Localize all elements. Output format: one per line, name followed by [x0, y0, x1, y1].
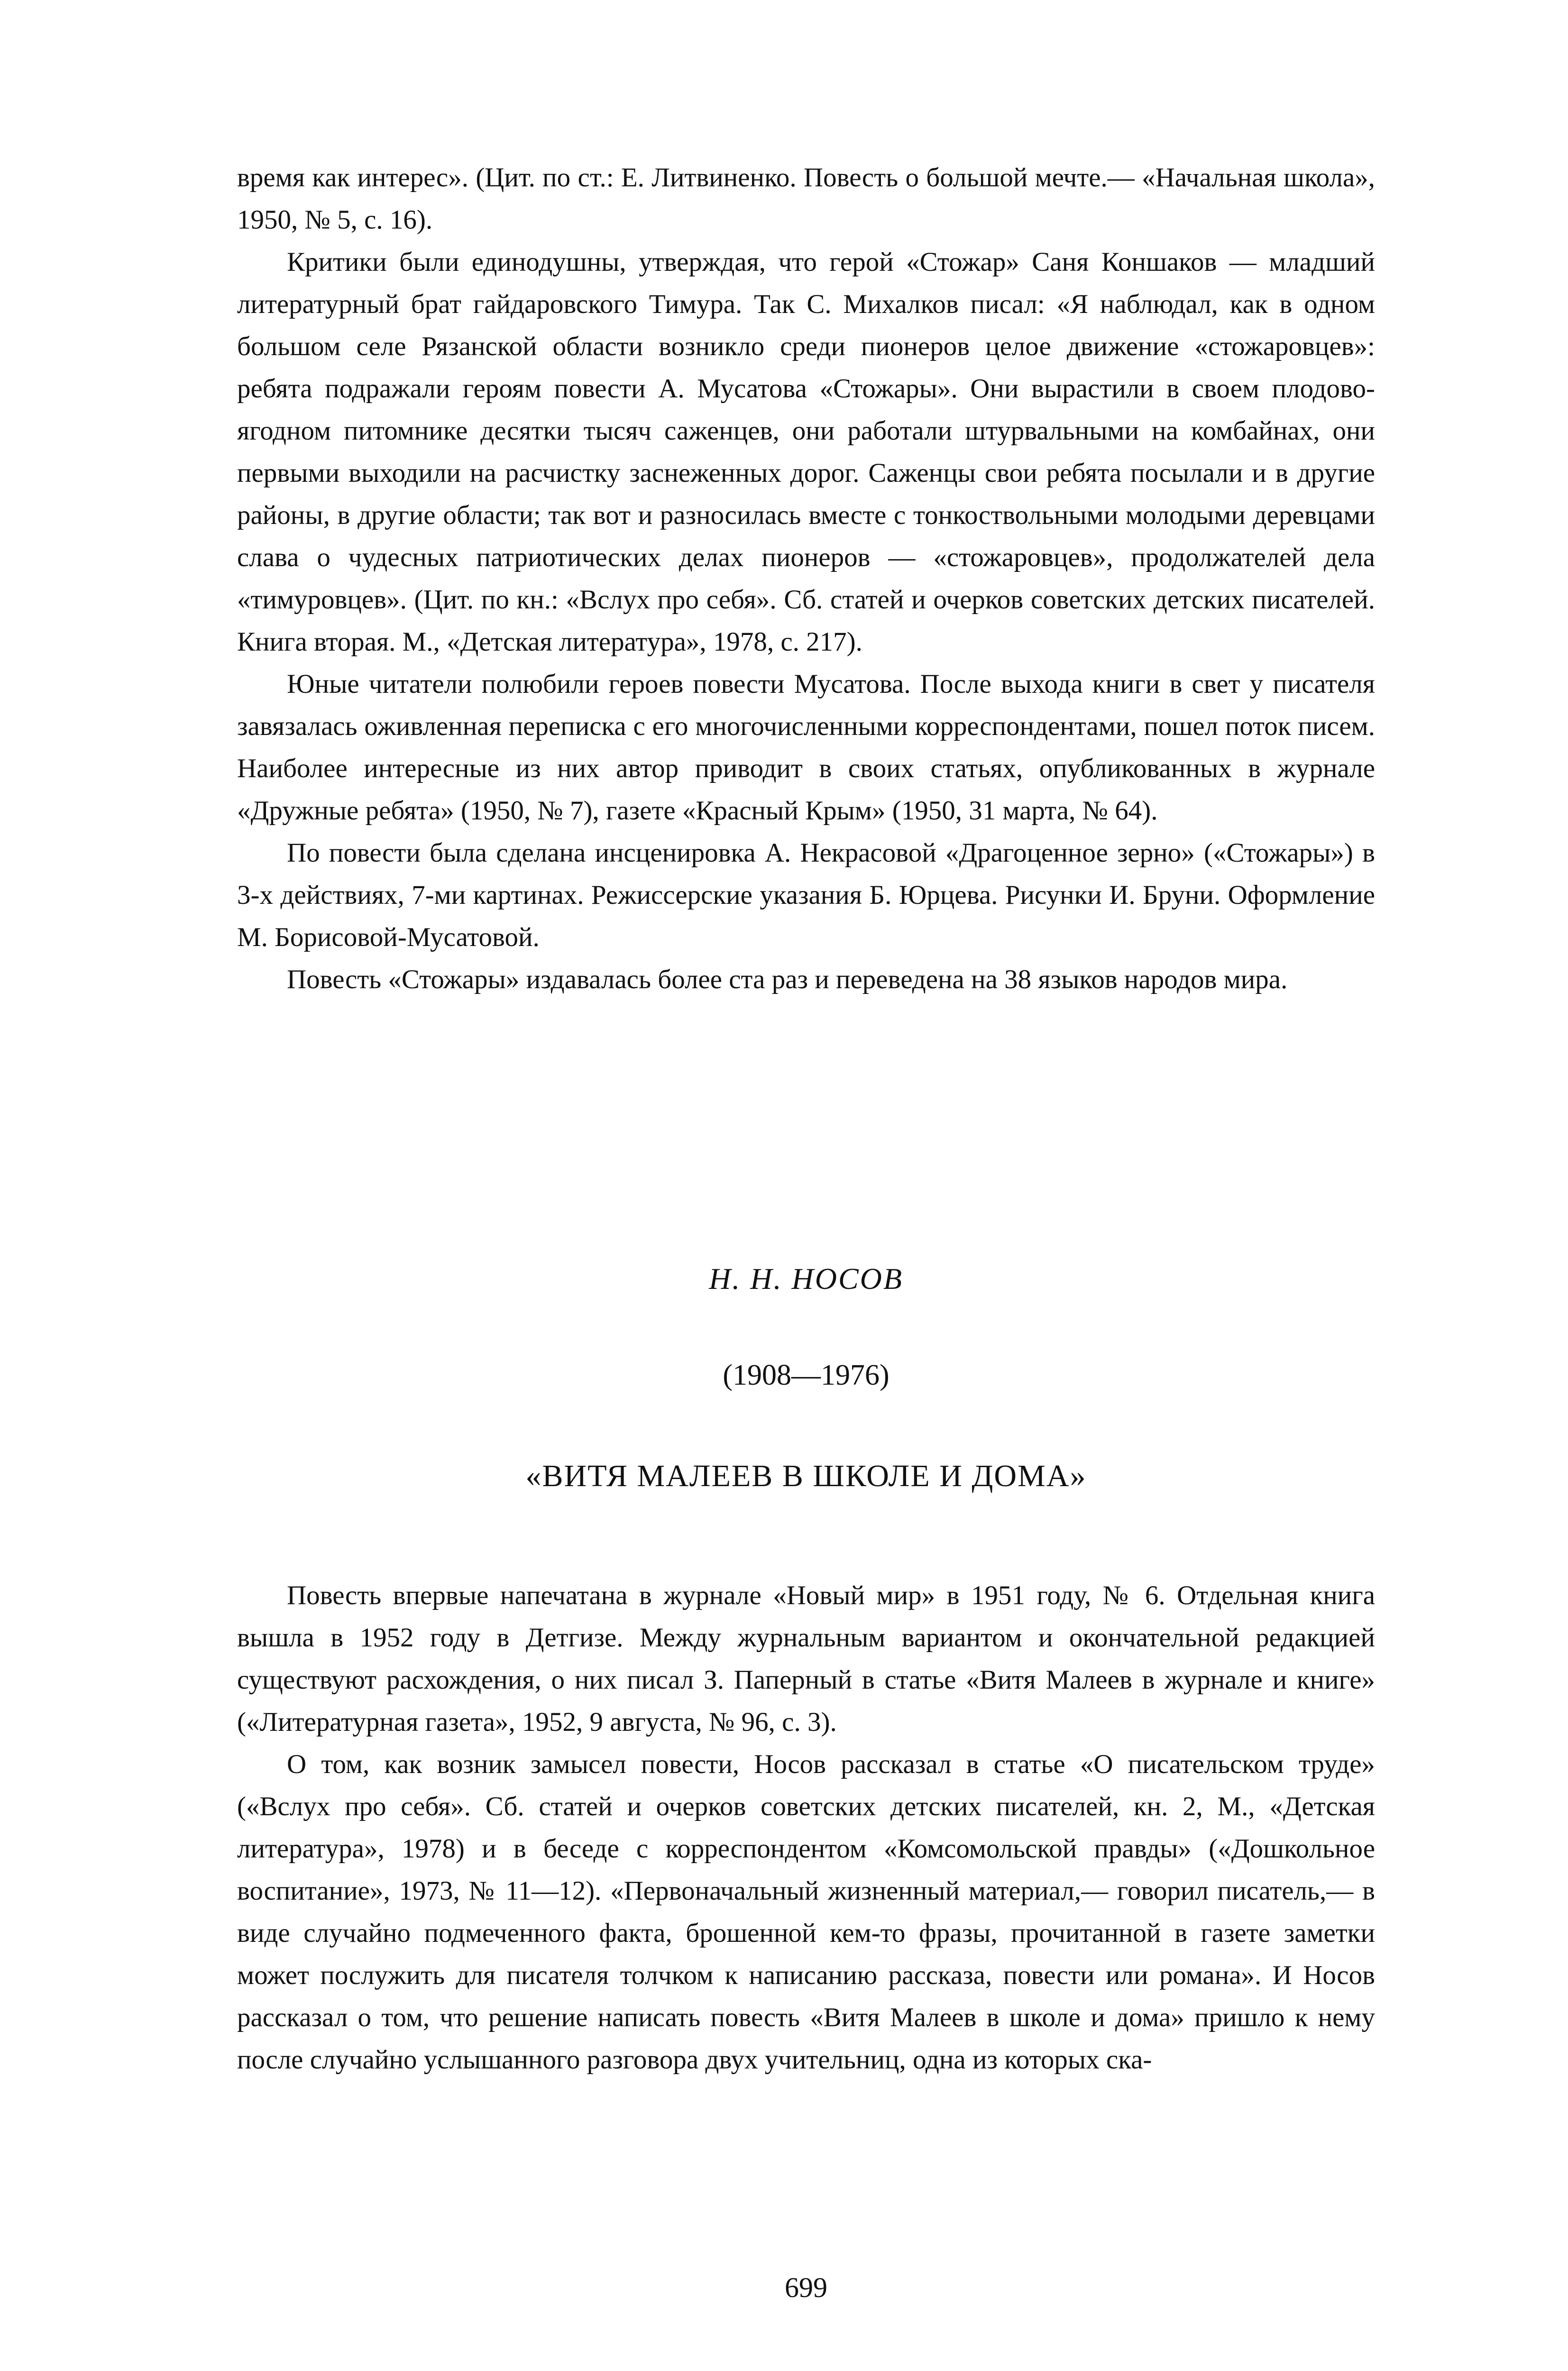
paragraph-continuation: время как интерес». (Цит. по ст.: Е. Литвиненко. Повесть о большой мечте.— «Начальная школа», 1950, № 5, с. 16).: [237, 163, 1375, 235]
work-title: «ВИТЯ МАЛЕЕВ В ШКОЛЕ И ДОМА»: [525, 1459, 1087, 1493]
page-number: 699: [785, 2272, 827, 2303]
author-years: (1908—1976): [723, 1359, 889, 1391]
upper-text-block: [237, 156, 1375, 1001]
paragraph-staging: По повести была сделана инсценировка А. Некрасовой «Драгоценное зерно» («Стожары») в 3-х действиях, 7-ми картинах. Режиссерские указания Б. Юрцева. Рисунки И. Бруни. Оформление М. Борисовой-Мусатовой.: [237, 838, 1375, 952]
lower-text-block: [237, 1574, 1375, 2081]
paragraph-young-readers: Юные читатели полюбили героев повести Мусатова. После выхода книги в свет у писателя завязалась оживленная переписка с его многочисленными корреспондентами, пошел поток писем. Наиболее интересные из них автор приводит в своих статьях, опубликованных в журнале «Дружные ребята» (1950, № 7), газете «Красный Крым» (1950, 31 марта, № 64).: [237, 669, 1375, 826]
paragraph-origin: О том, как возник замысел повести, Носов рассказал в статье «О писательском труде» («Вслух про себя». Сб. статей и очерков советских детских писателей, кн. 2, М., «Детская литература», 1978) и в беседе с корреспондентом «Комсомольской правды» («Дошкольное воспитание», 1973, № 11—12). «Первоначальный жизненный материал,— говорил писатель,— в виде случайно подмеченного факта, брошенной кем-то фразы, прочитанной в газете заметки может послужить для писателя толчком к написанию рассказа, повести или романа». И Носов рассказал о том, что решение написать повесть «Витя Малеев в школе и дома» пришло к нему после случайно услышанного разговора двух учительниц, одна из которых ска-: [237, 1749, 1375, 2075]
paragraph-first-publication: Повесть впервые напечатана в журнале «Новый мир» в 1951 году, № 6. Отдельная книга вышла в 1952 году в Детгизе. Между журнальным вариантом и окончательной редакцией существуют расхождения, о них писал З. Паперный в статье «Витя Малеев в журнале и книге» («Литературная газета», 1952, 9 августа, № 96, с. 3).: [237, 1581, 1375, 1737]
paragraph-editions: Повесть «Стожары» издавалась более ста раз и переведена на 38 языков народов мира.: [287, 965, 1288, 994]
paragraph-critics: Критики были единодушны, утверждая, что герой «Стожар» Саня Коншаков — младший литературный брат гайдаровского Тимура. Так С. Михалков писал: «Я наблюдал, как в одном большом селе Рязанской области возникло среди пионеров целое движение «стожаровцев»: ребята подражали героям повести А. Мусатова «Стожары». Они вырастили в своем плодово-ягодном питомнике десятки тысяч саженцев, они работали штурвальными на комбайнах, они первыми выходили на расчистку заснеженных дорог. Саженцы свои ребята посылали и в другие районы, в другие области; так вот и разносилась вместе с тонкоствольными молодыми деревцами слава о чудесных патриотических делах пионеров — «стожаровцев», продолжателей дела «тимуровцев». (Цит. по кн.: «Вслух про себя». Сб. статей и очерков советских детских писателей. Книга вторая. М., «Детская литература», 1978, с. 217).: [237, 247, 1375, 657]
author-heading: Н. Н. НОСОВ: [709, 1262, 903, 1296]
